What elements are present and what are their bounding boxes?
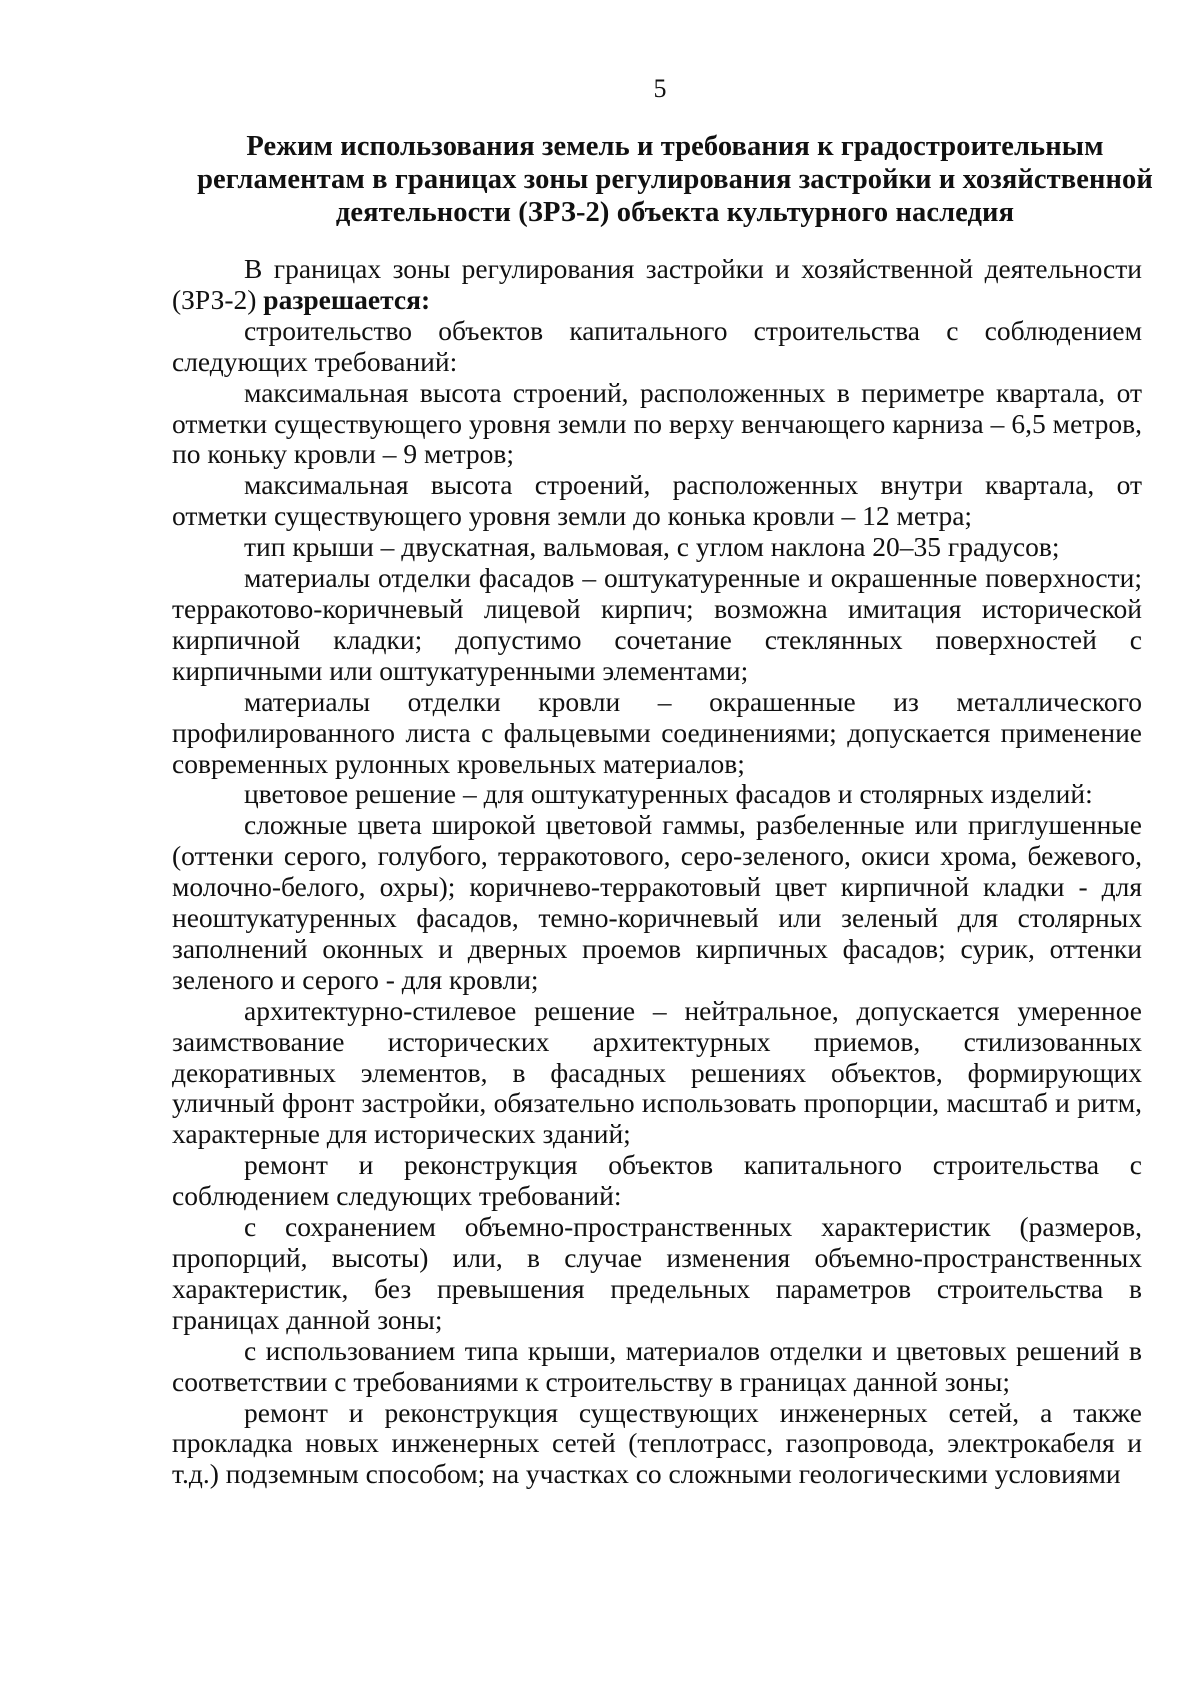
- body-paragraph: с использованием типа крыши, материалов отделки и цветовых решений в соответствии с требованиями к строительству в границах данной зоны;: [172, 1334, 1142, 1397]
- body-paragraph: максимальная высота строений, расположенных внутри квартала, от отметки существующего уровня земли до конька кровли – 12 метра;: [172, 469, 1142, 532]
- intro-text: В границах зоны регулирования застройки и хозяйственной деятельности (ЗРЗ-2): [172, 253, 1142, 315]
- body-paragraph: тип крыши – двускатная, вальмовая, с углом наклона 20–35 градусов;: [244, 531, 1060, 563]
- body-paragraph: сложные цвета широкой цветовой гаммы, разбеленные или приглушенные (оттенки серого, голубого, терракотового, серо-зеленого, окиси хрома, бежевого, молочно-белого, охры); коричнево-терракотовый цвет кирпичной кладки - для неоштукатуренных фасадов, темно-коричневый или зеленый для столярных заполнений оконных и дверных проемов кирпичных фасадов; сурик, оттенки зеленого и серого - для кровли;: [172, 809, 1142, 995]
- document-body: [172, 254, 1142, 1490]
- body-paragraph: с сохранением объемно-пространственных характеристик (размеров, пропорций, высоты) или, в случае изменения объемно-пространственных характеристик, без превышения предельных параметров строительства в границах данной зоны;: [172, 1211, 1142, 1335]
- title-line: деятельности (ЗРЗ-2) объекта культурного наследия: [335, 197, 1015, 228]
- body-paragraph: материалы отделки кровли – окрашенные из металлического профилированного листа с фальцевыми соединениями; допускается применение современных рулонных кровельных материалов;: [172, 685, 1142, 779]
- body-paragraph: ремонт и реконструкция объектов капитального строительства с соблюдением следующих требований:: [172, 1149, 1142, 1212]
- body-paragraph: цветовое решение – для оштукатуренных фасадов и столярных изделий:: [244, 778, 1093, 810]
- body-paragraph: максимальная высота строений, расположенных в периметре квартала, от отметки существующего уровня земли по верху венчающего карниза – 6,5 метров, по коньку кровли – 9 метров;: [172, 376, 1142, 470]
- body-paragraph: архитектурно-стилевое решение – нейтральное, допускается умеренное заимствование исторических архитектурных приемов, стилизованных декоративных элементов, в фасадных решениях объектов, формирующих уличный фронт застройки, обязательно использовать пропорции, масштаб и ритм, характерные для исторических зданий;: [172, 994, 1142, 1150]
- body-paragraph: строительство объектов капитального строительства с соблюдением следующих требований:: [172, 314, 1142, 377]
- title-line: Режим использования земель и требования к градостроительным: [246, 131, 1104, 162]
- body-paragraph: ремонт и реконструкция существующих инженерных сетей, а также прокладка новых инженерных сетей (теплотрасс, газопровода, электрокабеля и т.д.) подземным способом; на участках со сложными геологическими условиями: [172, 1396, 1142, 1490]
- document-title: [180, 130, 1170, 229]
- body-paragraph: материалы отделки фасадов – оштукатуренные и окрашенные поверхности; терракотово-коричневый лицевой кирпич; возможна имитация исторической кирпичной кладки; допустимо сочетание стеклянных поверхностей с кирпичными или оштукатуренными элементами;: [172, 562, 1142, 686]
- intro-paragraph: [172, 254, 1142, 316]
- page-number: 5: [653, 74, 667, 103]
- title-line: регламентам в границах зоны регулирования застройки и хозяйственной: [197, 164, 1153, 195]
- intro-emphasis: разрешается:: [263, 283, 431, 315]
